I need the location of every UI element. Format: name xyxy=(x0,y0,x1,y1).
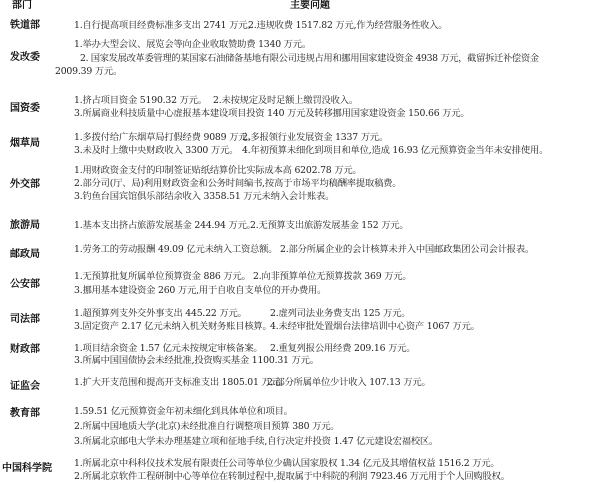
issue-item: 2.违规收费 1517.82 万元,作为经营服务性收入。 xyxy=(248,20,448,31)
issue-item: 2.虚列司法业务费支出 125 万元。 xyxy=(270,308,411,319)
issue-item: 3.所属中国国债协会未经批准,投资购买基金 1100.31 万元。 xyxy=(74,355,319,366)
dept-label: 旅游局 xyxy=(10,220,40,231)
issue-item: 2009.39 万元。 xyxy=(55,66,123,77)
issue-item: 1.挤占项目资金 5190.32 万元。 xyxy=(74,95,207,106)
issue-item: 2.多报领行业发展资金 1337 万元。 xyxy=(242,132,389,143)
issue-item: 1.用财政资金支付的印制签证贴纸结算价比实际成本高 6202.78 万元。 xyxy=(74,165,362,176)
issue-item: 1.劳务工的劳动报酬 49.09 亿元未纳入工资总额。 xyxy=(74,244,278,255)
issue-item: 2.所属中国地质大学(北京)未经批准自行调整项目预算 380 万元。 xyxy=(74,421,340,432)
dept-label: 铁道部 xyxy=(10,20,40,31)
issue-item: 3.挪用基本建设资金 260 万元,用于自收自支单位的开办费用。 xyxy=(74,285,327,296)
dept-label: 教育部 xyxy=(10,408,40,419)
issue-item: 1.扩大开支范围和提高开支标准支出 1805.01 万元。 xyxy=(74,377,289,388)
issue-item: 3.所属北京邮电大学未办理基建立项和征地手续,自行决定并投资 1.47 亿元建设宏福校区。 xyxy=(74,436,439,447)
issue-item: 2.部分所属单位少计收入 107.13 万元。 xyxy=(267,377,431,388)
issue-item: 3.所属商业科技质量中心虚报基本建设项目投资 140 万元及转移挪用国家建设资金 150.66 万元。 xyxy=(74,108,470,119)
issue-item: 1.多拨付给广东烟草局打假经费 9089 万元。 xyxy=(74,132,257,143)
dept-label: 外交部 xyxy=(10,179,40,190)
issue-item: 2.向非预算单位无预算拨款 369 万元。 xyxy=(253,271,412,282)
issue-item: 2.重复列报公用经费 209.16 万元。 xyxy=(270,343,416,354)
dept-label: 烟草局 xyxy=(10,138,40,149)
dept-label: 邮政局 xyxy=(10,249,40,260)
dept-label: 中国科学院 xyxy=(2,463,52,474)
issue-item: 2.未按规定及时足额上缴罚没收入。 xyxy=(213,95,358,106)
issue-item: 2.部分所属企业的会计核算未并入中国邮政集团公司会计报表。 xyxy=(280,244,535,255)
dept-label: 公安部 xyxy=(10,279,40,290)
dept-label: 司法部 xyxy=(10,314,40,325)
issue-item: 2. 国家发展改革委管理的某国家石油储备基地有限公司违规占用和挪用国家建设资金 4938 万元，截留拆迁补偿资金 xyxy=(80,53,539,64)
issue-item: 1.无预算批复所属单位预算资金 886 万元。 xyxy=(74,271,251,282)
issue-item: 1.举办大型会议、展览会等向企业收取赞助费 1340 万元。 xyxy=(74,39,311,50)
issue-item: 1.超预算列支外交外事支出 445.22 万元。 xyxy=(74,308,247,319)
dept-label: 证监会 xyxy=(10,381,40,392)
issue-item: 2.部分司(厅、局)利用财政资金和公务时间编书,按高于市场平均稿酬率提取稿费。 xyxy=(74,178,402,189)
dept-label: 财政部 xyxy=(10,344,40,355)
issue-item: 1.自行提高项目经费标准多支出 2741 万元。 xyxy=(74,20,257,31)
issue-item: 3.钓鱼台国宾馆俱乐部结余收入 3358.51 万元未纳入会计账表。 xyxy=(74,191,335,202)
issue-item: 1.所属北京中科科仪技术发展有限责任公司等单位少确认国家股权 1.34 亿元及其增值权益 1516.2 万元。 xyxy=(74,458,500,469)
issue-item: 3.固定资产 2.17 亿元未纳入机关财务账目核算。 xyxy=(74,321,272,332)
issue-item: 1.59.51 亿元预算资金年初未细化到具体单位和项目。 xyxy=(74,406,293,417)
header-dept: 部门 xyxy=(12,0,32,11)
issue-item: 3.未及时上缴中央财政收入 3300 万元。 xyxy=(74,145,239,156)
issue-item: 4.年初预算未细化到项目和单位,造成 16.93 亿元预算资金当年未安排使用。 xyxy=(242,145,549,156)
header-issues: 主要问题 xyxy=(290,0,330,11)
issue-item: 2.所属北京软件工程研制中心等单位在转制过程中,提取属于中科院的利润 7923.46 万元用于个人回购股权。 xyxy=(74,471,510,482)
issue-item: 4.未经审批处置烟台法律培训中心资产 1067 万元。 xyxy=(270,321,480,332)
issue-item: 1.项目结余资金 1.57 亿元未按规定审核备案。 xyxy=(74,343,263,354)
issue-item: 2.无预算支出旅游发展基金 152 万元。 xyxy=(250,220,409,231)
issue-item: 1.基本支出挤占旅游发展基金 244.94 万元。 xyxy=(74,220,256,231)
dept-label: 国资委 xyxy=(10,103,40,114)
dept-label: 发改委 xyxy=(10,52,40,63)
